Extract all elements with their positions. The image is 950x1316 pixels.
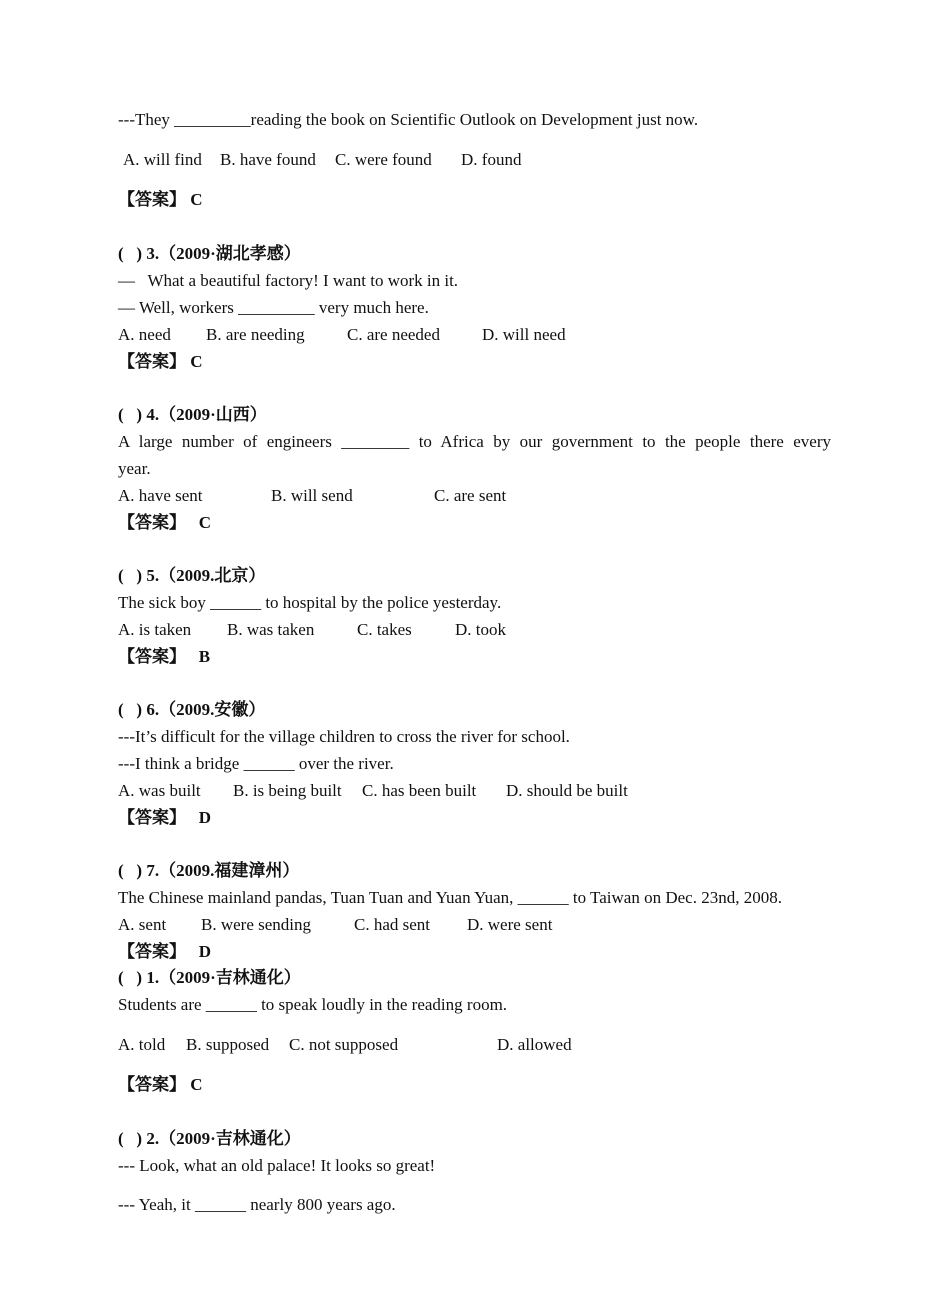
option-a: A. told bbox=[118, 1035, 166, 1054]
option-d: D. took bbox=[455, 620, 506, 639]
dialogue-line: ---I think a bridge ______ over the river. bbox=[118, 754, 394, 773]
question-stem: The Chinese mainland pandas, Tuan Tuan and Yuan Yuan, ______ to Taiwan on Dec. 23nd, 2008. bbox=[118, 888, 782, 907]
answer-label: 【答案】 bbox=[118, 808, 186, 827]
answer-value: B bbox=[198, 647, 211, 666]
option-b: B. supposed bbox=[186, 1035, 270, 1054]
option-b: B. have found bbox=[220, 150, 316, 169]
dialogue-line: ---It’s difficult for the village children to cross the river for school. bbox=[118, 727, 570, 746]
answer-label: 【答案】 bbox=[118, 190, 186, 209]
answer-label: 【答案】 bbox=[118, 942, 186, 961]
option-c: C. not supposed bbox=[289, 1035, 399, 1054]
dialogue-line: --- Look, what an old palace! It looks so great! bbox=[118, 1156, 436, 1175]
question-stem: The sick boy ______ to hospital by the police yesterday. bbox=[118, 593, 502, 612]
option-d: D. found bbox=[461, 150, 522, 169]
question-header: ( ) 3.（2009·湖北孝感） bbox=[118, 244, 301, 263]
option-a: A. was built bbox=[118, 781, 201, 800]
option-b: B. was taken bbox=[227, 620, 315, 639]
answer-value: D bbox=[198, 808, 212, 827]
option-c: C. has been built bbox=[362, 781, 477, 800]
answer-value: C bbox=[190, 190, 203, 209]
answer-value: C bbox=[198, 513, 212, 532]
question-header: ( ) 6.（2009.安徽） bbox=[118, 700, 266, 719]
option-c: C. had sent bbox=[354, 915, 431, 934]
question-stem: ---They _________reading the book on Scientific Outlook on Development just now. bbox=[118, 110, 699, 129]
option-a: A. need bbox=[118, 325, 171, 344]
question-stem-continued: year. bbox=[118, 459, 151, 478]
answer-value: C bbox=[190, 1075, 203, 1094]
option-d: D. allowed bbox=[497, 1035, 572, 1054]
answer-label: 【答案】 bbox=[118, 352, 186, 371]
option-a: A. sent bbox=[118, 915, 167, 934]
option-a: A. will find bbox=[123, 150, 202, 169]
option-c: C. takes bbox=[357, 620, 412, 639]
answer-row bbox=[118, 942, 211, 962]
option-d: D. were sent bbox=[467, 915, 553, 934]
question-header: ( ) 2.（2009·吉林通化） bbox=[118, 1129, 301, 1148]
option-a: A. have sent bbox=[118, 486, 203, 505]
answer-row bbox=[118, 1075, 203, 1095]
answer-label: 【答案】 bbox=[118, 647, 186, 666]
question-header: ( ) 5.（2009.北京） bbox=[118, 566, 266, 585]
question-header: ( ) 7.（2009.福建漳州） bbox=[118, 861, 300, 880]
option-c: C. are sent bbox=[434, 486, 507, 505]
option-c: C. were found bbox=[335, 150, 432, 169]
dialogue-line: — What a beautiful factory! I want to work in it. bbox=[118, 271, 459, 290]
answer-value: C bbox=[190, 352, 203, 371]
option-a: A. is taken bbox=[118, 620, 192, 639]
option-b: B. were sending bbox=[201, 915, 312, 934]
question-stem: Students are ______ to speak loudly in the reading room. bbox=[118, 995, 508, 1014]
option-d: D. should be built bbox=[506, 781, 628, 800]
answer-row bbox=[118, 352, 203, 372]
dialogue-line: — Well, workers _________ very much here. bbox=[118, 298, 429, 317]
answer-label: 【答案】 bbox=[118, 1075, 186, 1094]
option-b: B. is being built bbox=[233, 781, 342, 800]
answer-row bbox=[118, 513, 211, 533]
answer-row bbox=[118, 190, 203, 210]
question-header: ( ) 1.（2009·吉林通化） bbox=[118, 968, 301, 987]
answer-value: D bbox=[198, 942, 212, 961]
option-d: D. will need bbox=[482, 325, 566, 344]
option-b: B. are needing bbox=[206, 325, 305, 344]
answer-row bbox=[118, 808, 211, 828]
option-b: B. will send bbox=[271, 486, 353, 505]
question-header: ( ) 4.（2009·山西） bbox=[118, 405, 267, 424]
question-stem: A large number of engineers ________ to Africa by our government to the people there every bbox=[118, 432, 831, 451]
answer-row bbox=[118, 647, 210, 667]
answer-label: 【答案】 bbox=[118, 513, 186, 532]
option-c: C. are needed bbox=[347, 325, 440, 344]
dialogue-line: --- Yeah, it ______ nearly 800 years ago. bbox=[118, 1195, 396, 1214]
